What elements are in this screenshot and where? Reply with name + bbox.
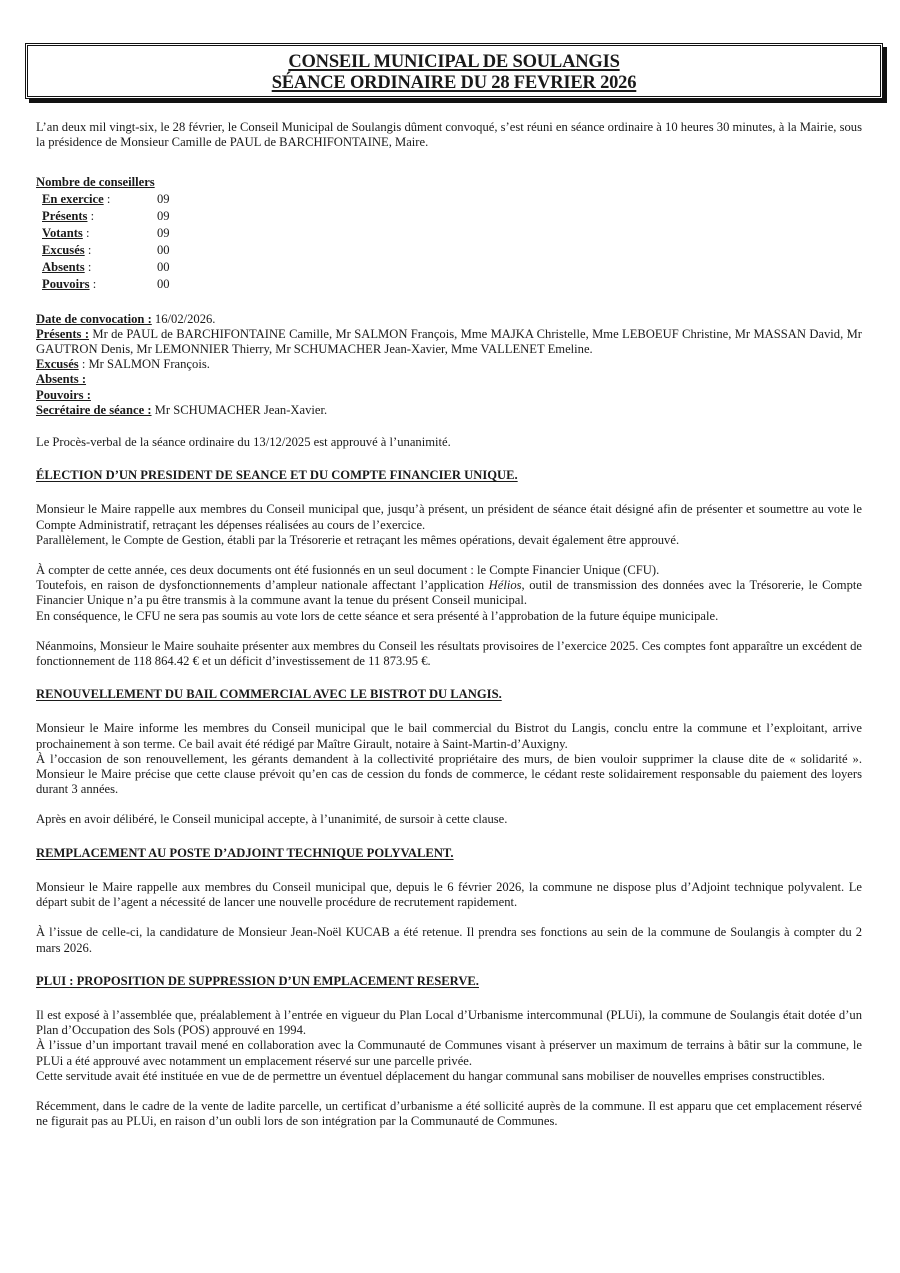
count-row [42,225,170,242]
text-span: Toutefois, en raison de dysfonctionnements d’ampleur nationale affectant l’application [36,578,489,593]
text-span: , outil de transmission des données avec la Trésorerie, le Compte Financier Unique n’a pu être transmis à la commune avant la tenue du présent Conseil municipal. [36,578,862,608]
title-box [25,43,883,99]
paragraph: Néanmoins, Monsieur le Maire souhaite présenter aux membres du Conseil les résultats provisoires de l’exercice 2025. Ces comptes font apparaître un excédent de fonctionnement de 118 864.42 € et un déficit d’investissement de 11 873.95 €. [36,638,862,669]
paragraph: Parallèlement, le Compte de Gestion, établi par la Trésorerie et retraçant les mêmes opérations, devait également être approuvé. [36,532,680,547]
count-label: Pouvoirs [42,276,90,291]
secretaire-line [36,403,862,418]
paragraph: À l’issue de celle-ci, la candidature de Monsieur Jean-Noël KUCAB a été retenue. Il prendra ses fonctions au sein de la commune de Soulangis à compter du 2 mars 2026. [36,925,862,955]
count-label: Présents [42,208,88,223]
count-value: 00 [157,276,170,291]
paragraph [36,578,862,608]
count-row [42,276,170,293]
section-title-plui: PLUI : PROPOSITION DE SUPPRESSION D’UN EMPLACEMENT RESERVE. [36,973,479,988]
count-row [42,191,170,208]
count-sep: : [103,191,111,206]
presents-list: Mr de PAUL de BARCHIFONTAINE Camille, Mr SALMON François, Mme MAJKA Christelle, Mme LEBOEUF Christine, Mr MASSAN David, Mr GAUTRON Denis, Mr LEMONNIER Thierry, Mr SCHUMACHER Jean-Xavier, Mme VALLENET Emeline. [36,326,862,357]
count-value: 09 [157,191,170,206]
title-line-2: SÉANCE ORDINAIRE DU 28 FEVRIER 2026 [271,73,637,93]
count-value: 09 [157,225,170,240]
paragraph: À l’occasion de son renouvellement, les gérants demandent à la collectivité propriétaire des murs, de bien vouloir supprimer la clause dite de « solidarité ». Monsieur le Maire précise que cette clause prévoit qu’en cas de cession du fonds de commerce, le cédant reste solidairement responsable du paiement des loyers durant 3 années. [36,751,862,797]
count-sep: : [89,276,97,291]
secretaire-name: Mr SCHUMACHER Jean-Xavier. [151,402,328,417]
section-title-bail: RENOUVELLEMENT DU BAIL COMMERCIAL AVEC LE BISTROT DU LANGIS. [36,687,502,702]
excuses-line [36,357,862,372]
presents-line [36,327,862,357]
count-value: 00 [157,242,170,257]
count-sep: : [82,225,90,240]
count-row [42,242,170,259]
paragraph: Monsieur le Maire rappelle aux membres du Conseil municipal que, jusqu’à présent, un président de séance était désigné afin de présenter et soumettre au vote le Compte Administratif, retraçant les dépenses réalisées au cours de l’exercice. [36,502,862,532]
count-label: Excusés [42,242,85,257]
presents-label: Présents : [36,326,90,341]
count-label: Absents [42,259,85,274]
pv-approval: Le Procès-verbal de la séance ordinaire du 13/12/2025 est approuvé à l’unanimité. [36,435,451,450]
convocation-label: Date de convocation : [36,311,152,326]
count-label: En exercice [42,191,104,206]
section-title-adjoint: REMPLACEMENT AU POSTE D’ADJOINT TECHNIQUE POLYVALENT. [36,845,454,860]
intro-paragraph: L’an deux mil vingt-six, le 28 février, le Conseil Municipal de Soulangis dûment convoqué, s’est réuni en séance ordinaire à 10 heures 30 minutes, à la Mairie, sous la présidence de Monsieur Camille de PAUL de BARCHIFONTAINE, Maire. [36,120,862,150]
paragraph: Monsieur le Maire informe les membres du Conseil municipal que le bail commercial du Bistrot du Langis, conclu entre la commune et l’exploitant, arrive prochainement à son terme. Ce bail avait été rédigé par Maître Girault, notaire à Saint-Martin-d’Auxigny. [36,721,862,751]
count-label: Votants [42,225,83,240]
paragraph: Monsieur le Maire rappelle aux membres du Conseil municipal que, depuis le 6 février 2026, la commune ne dispose plus d’Adjoint technique polyvalent. Le départ subit de l’agent a nécessité de lancer une nouvelle procédure de recrutement rapidement. [36,879,862,910]
paragraph: Cette servitude avait été instituée en vue de de permettre un éventuel déplacement du hangar communal sans mobiliser de nouvelles emprises constructibles. [36,1068,825,1083]
secretaire-label: Secrétaire de séance : [36,402,152,417]
count-sep: : [84,259,92,274]
excuses-list: : Mr SALMON François. [78,357,210,372]
paragraph: Il est exposé à l’assemblée que, préalablement à l’entrée en vigueur du Plan Local d’Urbanisme intercommunal (PLUi), la commune de Soulangis était dotée d’un Plan d’Occupation des Sols (POS) approuvé en 1994. [36,1007,862,1038]
count-sep: : [84,242,92,257]
pouvoirs-label: Pouvoirs : [36,387,91,402]
absents-line [36,372,862,387]
pouvoirs-line [36,388,862,403]
paragraph: Après en avoir délibéré, le Conseil municipal accepte, à l’unanimité, de sursoir à cette clause. [36,812,508,827]
count-sep: : [87,208,95,223]
absents-label: Absents : [36,372,87,387]
paragraph: À compter de cette année, ces deux documents ont été fusionnés en un seul document : le Compte Financier Unique (CFU). [36,563,660,578]
title-line-1: CONSEIL MUNICIPAL DE SOULANGIS [288,52,620,72]
convocation-line [36,312,862,327]
count-value: 00 [157,259,170,274]
paragraph: À l’issue d’un important travail mené en collaboration avec la Communauté de Communes visant à préserver un maximum de terrains à bâtir sur la commune, le PLUi a été approuvé avec notamment un emplacement réservé sur une parcelle privée. [36,1038,862,1068]
paragraph: En conséquence, le CFU ne sera pas soumis au vote lors de cette séance et sera présenté à l’approbation de la future équipe municipale. [36,608,719,623]
document-body [36,120,862,1129]
excuses-label: Excusés [36,357,79,372]
count-row [42,208,170,225]
count-row [42,259,170,276]
count-value: 09 [157,208,170,223]
paragraph: Récemment, dans le cadre de la vente de ladite parcelle, un certificat d’urbanisme a été sollicité auprès de la commune. Il est apparu que cet emplacement réservé ne figurait pas au PLUi, en raison d’un oubli lors de son intégration par la Communauté de Communes. [36,1098,862,1129]
convocation-date: 16/02/2026. [151,311,216,326]
counts-table [42,191,170,293]
counts-title: Nombre de conseillers [36,175,155,190]
section-title-cfu: ÉLECTION D’UN PRESIDENT DE SEANCE ET DU COMPTE FINANCIER UNIQUE. [36,468,518,483]
helios-name: Hélios [488,578,522,593]
